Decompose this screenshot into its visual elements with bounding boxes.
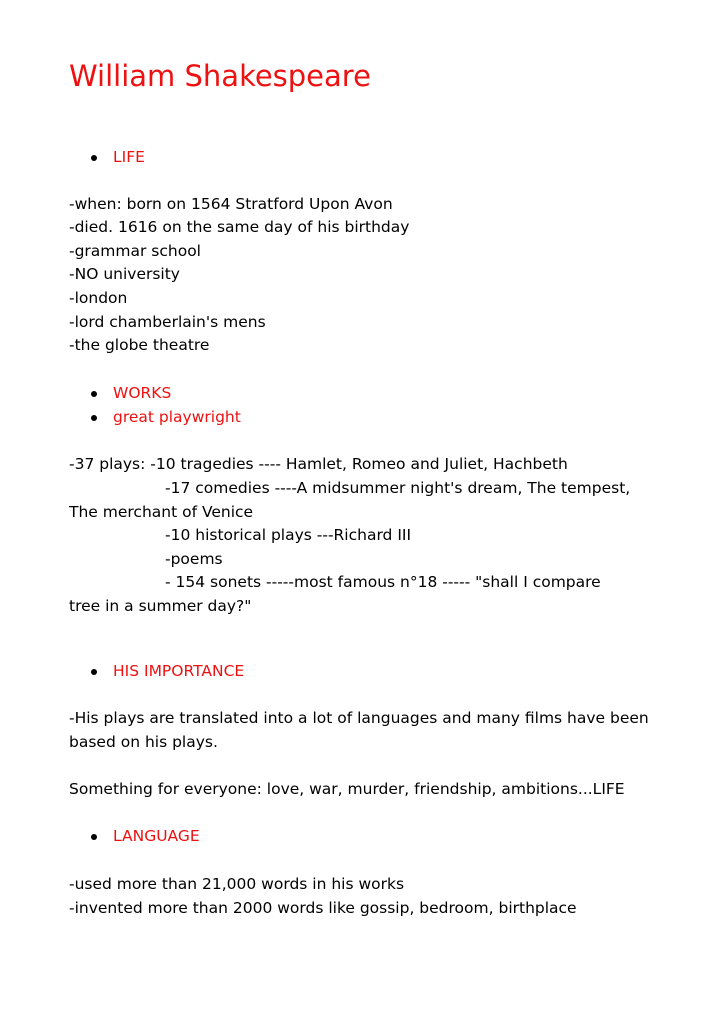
- importance-line-1: -His plays are translated into a lot of languages and many films have been: [69, 709, 649, 727]
- importance-line-2: based on his plays.: [69, 733, 218, 751]
- works-line-6: - 154 sonets -----most famous n°18 ----- "shall I compare: [165, 573, 601, 591]
- life-line-5: -london: [69, 289, 128, 307]
- language-line-2: -invented more than 2000 words like gossip, bedroom, birthplace: [69, 899, 577, 917]
- works-line-4: -10 historical plays ---Richard III: [165, 526, 412, 544]
- section-heading-life: LIFE: [113, 148, 145, 166]
- bullet-icon: [91, 834, 97, 840]
- works-line-1: -37 plays: -10 tragedies ---- Hamlet, Romeo and Juliet, Hachbeth: [69, 455, 568, 473]
- section-subheading-works: great playwright: [113, 408, 241, 426]
- document-title: William Shakespeare: [69, 59, 371, 93]
- bullet-icon: [91, 155, 97, 161]
- life-line-6: -lord chamberlain's mens: [69, 313, 266, 331]
- life-line-2: -died. 1616 on the same day of his birthday: [69, 218, 410, 236]
- life-line-4: -NO university: [69, 265, 180, 283]
- section-heading-importance: HIS IMPORTANCE: [113, 662, 245, 680]
- language-line-1: -used more than 21,000 words in his works: [69, 875, 405, 893]
- importance-line-3: Something for everyone: love, war, murder, friendship, ambitions...LIFE: [69, 780, 625, 798]
- works-line-2: -17 comedies ----A midsummer night's dream, The tempest,: [165, 479, 631, 497]
- bullet-icon: [91, 415, 97, 421]
- works-line-3: The merchant of Venice: [69, 503, 254, 521]
- life-line-7: -the globe theatre: [69, 336, 210, 354]
- bullet-icon: [91, 669, 97, 675]
- works-line-5: -poems: [165, 550, 223, 568]
- section-heading-works: WORKS: [113, 384, 172, 402]
- bullet-icon: [91, 391, 97, 397]
- section-heading-language: LANGUAGE: [113, 827, 200, 845]
- life-line-3: -grammar school: [69, 242, 201, 260]
- works-line-7: tree in a summer day?": [69, 597, 252, 615]
- life-line-1: -when: born on 1564 Stratford Upon Avon: [69, 195, 393, 213]
